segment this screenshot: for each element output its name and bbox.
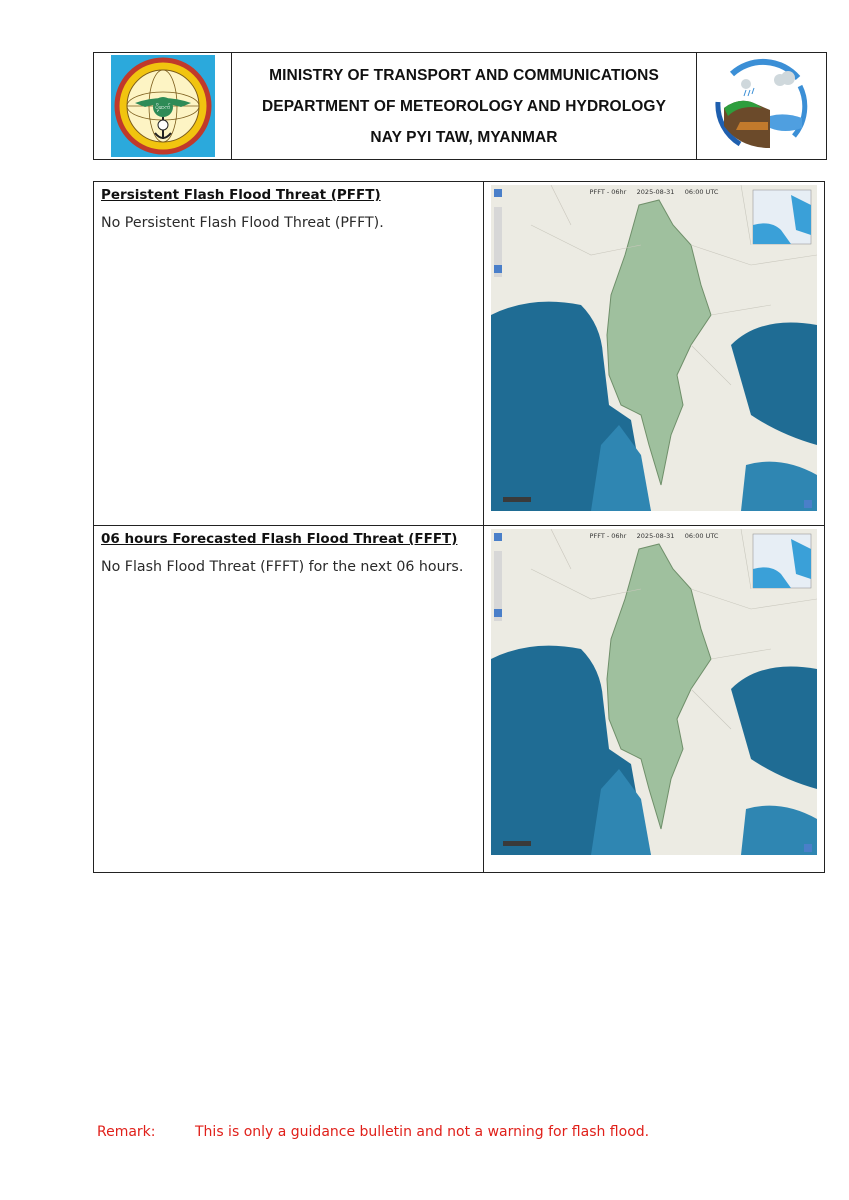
pfft-text-cell	[94, 182, 484, 525]
threat-table	[93, 181, 825, 873]
bulletin-header	[93, 52, 827, 160]
ministry-name: MINISTRY OF TRANSPORT AND COMMUNICATIONS	[269, 66, 659, 84]
ffft-map-label: PFFT - 06hr 2025-08-31 06:00 UTC	[589, 532, 719, 540]
pfft-body: No Persistent Flash Flood Threat (PFFT).	[101, 215, 384, 231]
ffft-map-cell	[485, 526, 824, 872]
ffft-text-cell	[94, 526, 484, 872]
dmh-logo	[696, 53, 826, 159]
pfft-row	[94, 182, 824, 526]
ffft-title: 06 hours Forecasted Flash Flood Threat (FFFT)	[101, 531, 458, 547]
remark-text: This is only a guidance bulletin and not a warning for flash flood.	[195, 1124, 650, 1140]
pfft-map	[491, 185, 817, 511]
svg-text:ပို့ဆက်: ပို့ဆက်	[154, 104, 171, 111]
pfft-title: Persistent Flash Flood Threat (PFFT)	[101, 187, 381, 203]
location-name: NAY PYI TAW, MYANMAR	[370, 128, 558, 146]
ministry-emblem	[94, 53, 232, 159]
ffft-map	[491, 529, 817, 855]
pfft-map-label: PFFT - 06hr 2025-08-31 06:00 UTC	[589, 188, 719, 196]
remark-label: Remark:	[97, 1124, 156, 1140]
department-name: DEPARTMENT OF METEOROLOGY AND HYDROLOGY	[261, 97, 667, 115]
ffft-body: No Flash Flood Threat (FFFT) for the next 06 hours.	[101, 559, 464, 575]
pfft-map-cell	[485, 182, 824, 525]
header-title-block	[232, 53, 696, 159]
ffft-row	[94, 526, 824, 872]
